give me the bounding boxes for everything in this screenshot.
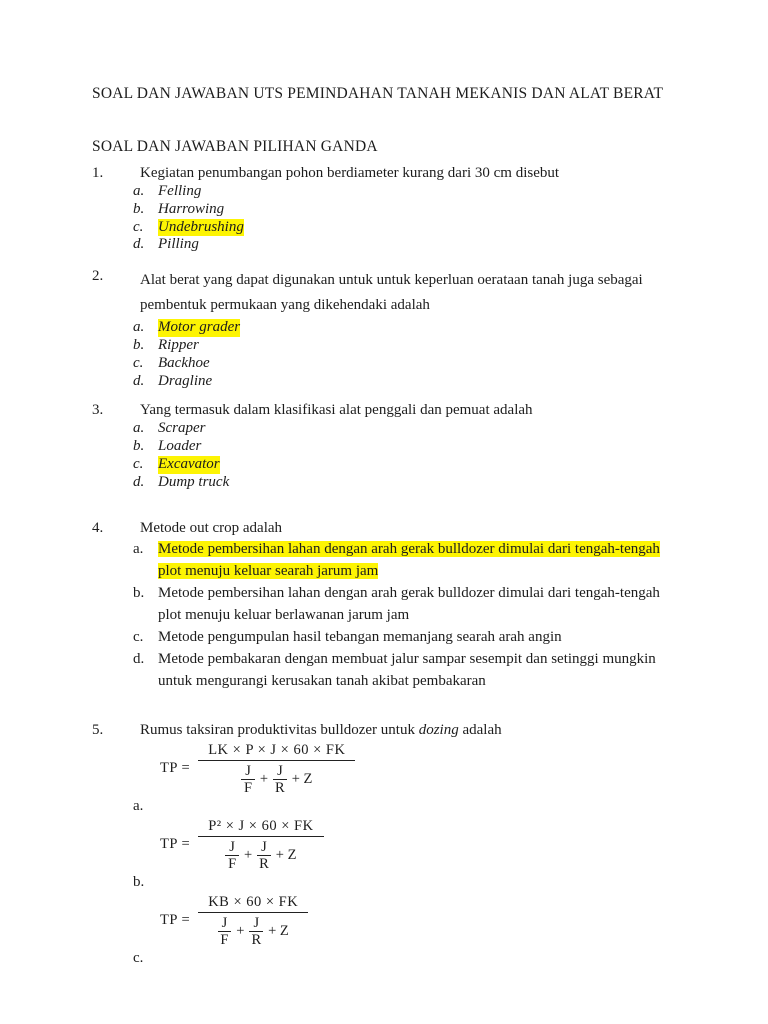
question-number: 3. — [92, 402, 104, 419]
formula-c — [160, 894, 680, 947]
mini-fraction-top: J — [249, 916, 263, 932]
formula-option-letter: b. — [133, 873, 145, 890]
question-number: 5. — [92, 721, 104, 738]
option-letter: d. — [133, 473, 145, 490]
option-row — [133, 538, 680, 582]
option-letter: d. — [133, 236, 145, 253]
option-text-line: Metode pembakaran dengan membuat jalur sampar sesempit dan setinggi mungkin — [158, 650, 656, 667]
option-text — [158, 626, 562, 648]
option-text-highlighted-answer: Excavator — [158, 455, 220, 472]
formula-lhs: TP = — [160, 759, 191, 776]
option-row — [133, 438, 680, 456]
option-letter: a. — [133, 420, 145, 437]
option-row — [133, 582, 680, 626]
fraction-denominator — [225, 837, 296, 871]
formula-option-letter: c. — [133, 949, 144, 966]
formula-lhs: TP = — [160, 911, 191, 928]
fraction-numerator: LK × P × J × 60 × FK — [198, 742, 355, 761]
option-text-line: Metode pembersihan lahan dengan arah gerak bulldozer dimulai dari tengah-tengah — [158, 540, 660, 557]
question-text-line: Alat berat yang dapat digunakan untuk untuk keperluan oerataan tanah juga sebagai — [140, 272, 643, 289]
mini-fraction-j-f — [218, 916, 232, 947]
option-letter: d. — [133, 650, 145, 667]
fraction-denominator — [218, 913, 289, 947]
option-letter: a. — [133, 183, 145, 199]
option-letter: c. — [133, 354, 144, 371]
mini-fraction-j-f — [241, 764, 255, 795]
question-text-part: adalah — [458, 721, 502, 738]
option-text: Felling — [158, 183, 202, 199]
question-text: Yang termasuk dalam klasifikasi alat penggali dan pemuat adalah — [140, 402, 533, 419]
question-text: Kegiatan penumbangan pohon berdiameter kurang dari 30 cm disebut — [140, 165, 560, 181]
option-letter: b. — [133, 336, 145, 353]
option-row — [133, 219, 680, 237]
option-text-highlighted-answer — [158, 538, 660, 582]
document-title: SOAL DAN JAWABAN UTS PEMINDAHAN TANAH MEKANIS DAN ALAT BERAT — [92, 85, 664, 102]
option-text-line: plot menuju keluar berlawanan jarum jam — [158, 606, 410, 623]
option-row — [133, 373, 680, 391]
option-text-highlighted-answer: Motor grader — [158, 319, 241, 336]
question-3 — [92, 402, 680, 491]
option-row — [133, 201, 680, 219]
question-5-row — [92, 722, 680, 739]
question-1-options — [133, 183, 680, 254]
option-letter: b. — [133, 438, 145, 455]
option-row — [133, 648, 680, 692]
fraction-numerator: KB × 60 × FK — [198, 894, 308, 913]
plus-operator: + — [243, 847, 253, 864]
plus-z-term: + Z — [268, 923, 289, 940]
question-text-part: Rumus taksiran produktivitas bulldozer untuk — [140, 721, 419, 738]
formula-b — [160, 818, 680, 871]
option-letter: a. — [133, 540, 144, 557]
question-2 — [92, 268, 680, 390]
question-1-row — [92, 165, 680, 182]
option-text-line: Metode pengumpulan hasil tebangan memanjang searah arah angin — [158, 628, 562, 645]
option-text: Dump truck — [158, 473, 230, 490]
formula-lhs: TP = — [160, 835, 191, 852]
question-1 — [92, 165, 680, 254]
question-text-line: pembentuk permukaan yang dikehendaki adalah — [140, 297, 430, 314]
option-text — [158, 582, 660, 626]
question-4-row — [92, 520, 680, 537]
option-text-line: untuk mengurangi kerusakan tanah akibat pembakaran — [158, 672, 486, 689]
option-text: Backhoe — [158, 354, 210, 371]
option-row — [133, 626, 680, 648]
formula-option-letter: a. — [133, 797, 144, 814]
question-3-row — [92, 402, 680, 419]
question-text — [140, 268, 680, 318]
option-text — [158, 648, 656, 692]
option-letter: a. — [133, 319, 145, 336]
question-4 — [92, 520, 680, 692]
option-text-line: Metode pembersihan lahan dengan arah gerak bulldozer dimulai dari tengah-tengah — [158, 584, 660, 601]
option-text: Ripper — [158, 336, 199, 353]
mini-fraction-j-r — [249, 916, 263, 947]
question-5 — [92, 722, 680, 967]
mini-fraction-j-r — [257, 840, 271, 871]
option-row — [133, 456, 680, 474]
question-number: 1. — [92, 165, 104, 181]
option-text: Harrowing — [158, 200, 225, 217]
fraction-denominator — [241, 761, 312, 795]
plus-z-term: + Z — [291, 771, 313, 788]
mini-fraction-bottom: R — [275, 779, 285, 796]
question-number: 4. — [92, 519, 104, 536]
option-row — [133, 474, 680, 492]
option-letter: c. — [133, 455, 144, 472]
question-2-row — [92, 268, 680, 318]
option-text-highlighted-answer: Undebrushing — [158, 218, 244, 235]
option-letter: c. — [133, 628, 144, 645]
option-text: Pilling — [158, 236, 199, 253]
plus-operator: + — [259, 771, 269, 788]
option-text: Scraper — [158, 420, 206, 437]
mini-fraction-bottom: R — [259, 855, 269, 872]
option-letter: d. — [133, 372, 145, 389]
question-text — [140, 722, 680, 739]
question-text: Metode out crop adalah — [140, 519, 283, 536]
question-3-options — [133, 420, 680, 491]
mini-fraction-j-r — [273, 764, 287, 795]
fraction — [198, 742, 355, 795]
plus-z-term: + Z — [275, 847, 297, 864]
option-row — [133, 420, 680, 438]
mini-fraction-bottom: F — [244, 779, 253, 796]
question-4-options — [133, 538, 680, 692]
option-letter: c. — [133, 218, 144, 235]
option-row — [133, 319, 680, 337]
option-row — [133, 337, 680, 355]
section-heading: SOAL DAN JAWABAN PILIHAN GANDA — [92, 138, 378, 155]
option-letter: b. — [133, 200, 145, 217]
fraction — [198, 818, 323, 871]
option-row — [133, 183, 680, 201]
option-row — [133, 236, 680, 254]
formula-block-b — [92, 818, 680, 891]
mini-fraction-bottom: F — [220, 931, 229, 948]
mini-fraction-bottom: F — [228, 855, 237, 872]
mini-fraction-top: J — [225, 840, 239, 856]
option-text: Dragline — [158, 372, 213, 389]
option-text: Loader — [158, 438, 202, 455]
option-row — [133, 355, 680, 373]
formula-block-a — [92, 742, 680, 815]
formula-a — [160, 742, 680, 795]
question-text-italic-term: dozing — [418, 721, 459, 738]
question-2-options — [133, 319, 680, 390]
plus-operator: + — [236, 923, 245, 940]
mini-fraction-top: J — [241, 764, 255, 780]
mini-fraction-top: J — [218, 916, 232, 932]
option-letter: b. — [133, 584, 145, 601]
mini-fraction-bottom: R — [251, 931, 262, 948]
mini-fraction-j-f — [225, 840, 239, 871]
formula-block-c — [92, 894, 680, 967]
option-text-line: plot menuju keluar searah jarum jam — [158, 562, 379, 579]
mini-fraction-top: J — [257, 840, 271, 856]
question-number: 2. — [92, 268, 104, 285]
mini-fraction-top: J — [273, 764, 287, 780]
fraction — [198, 894, 308, 947]
fraction-numerator: P² × J × 60 × FK — [198, 818, 323, 837]
